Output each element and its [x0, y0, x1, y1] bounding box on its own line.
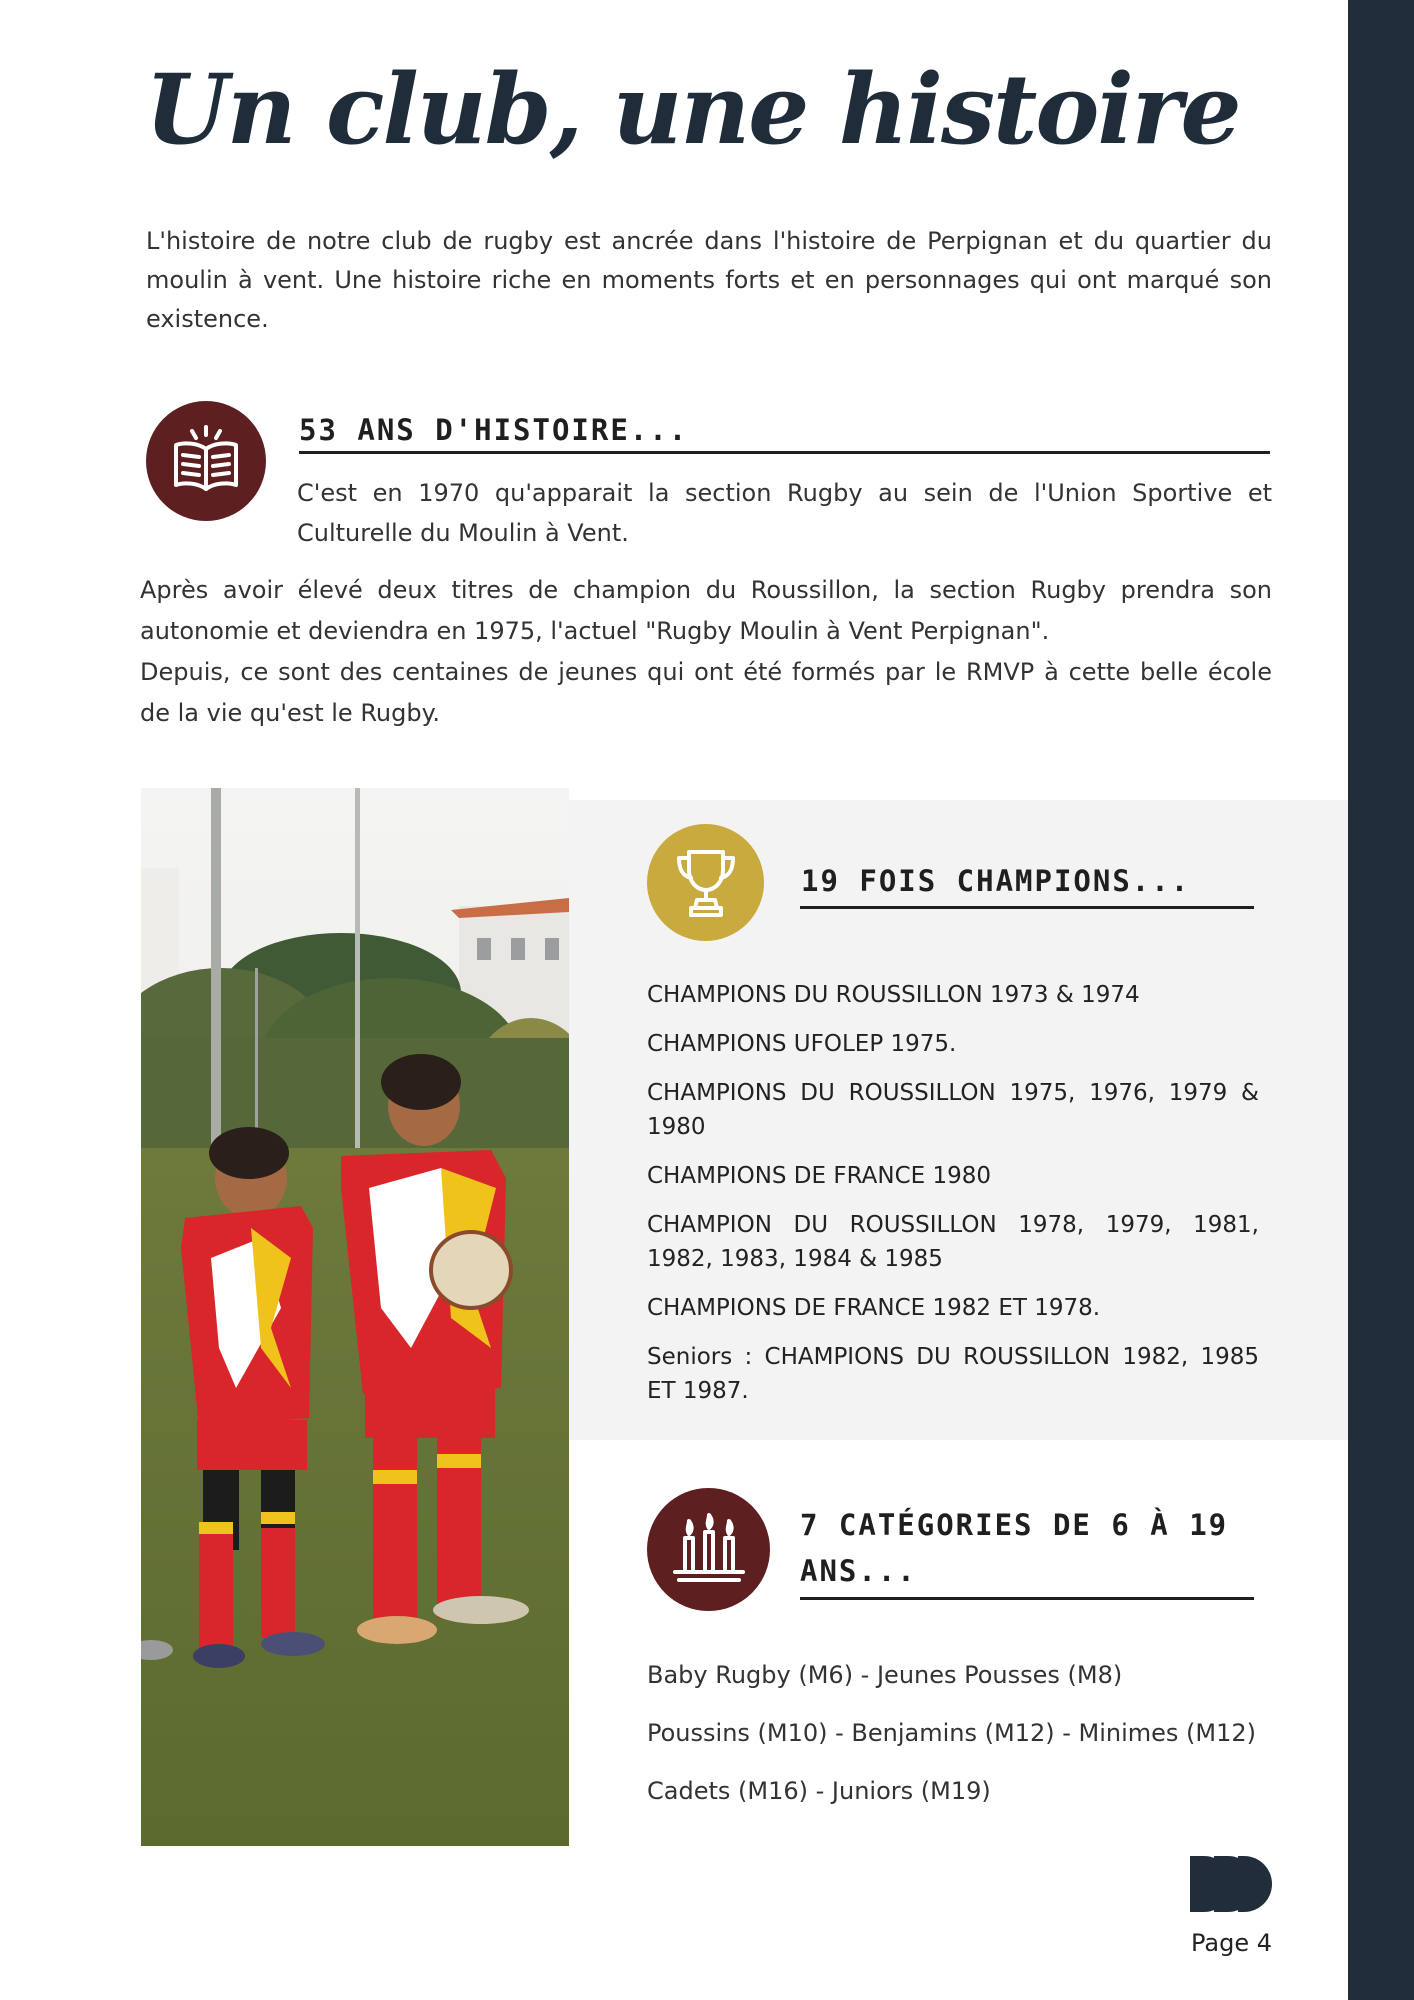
history-heading-underline [299, 451, 1270, 454]
categories-heading: 7 CATÉGORIES DE 6 À 19 ANS... [800, 1508, 1229, 1588]
trophy-icon [647, 824, 764, 941]
list-item: CHAMPIONS DE FRANCE 1980 [647, 1163, 992, 1189]
champions-heading-underline [800, 906, 1254, 909]
page-title: Un club, une histoire [145, 53, 1240, 166]
category-line: Cadets (M16) - Juniors (M19) [647, 1777, 991, 1805]
page-number: Page 4 [1191, 1929, 1272, 1957]
rugby-players-image [141, 788, 569, 1846]
categories-heading-underline [800, 1597, 1254, 1600]
history-lead-paragraph: C'est en 1970 qu'apparait la section Rugby au sein de l'Union Sportive et Culturelle du Moulin à Vent. [297, 479, 1272, 547]
list-item: CHAMPIONS UFOLEP 1975. [647, 1031, 957, 1057]
list-item: CHAMPIONS DE FRANCE 1982 ET 1978. [647, 1295, 1101, 1321]
champions-heading: 19 FOIS CHAMPIONS... [801, 864, 1191, 898]
history-heading: 53 ANS D'HISTOIRE... [299, 413, 689, 447]
team-photo [141, 788, 569, 1846]
category-line: Baby Rugby (M6) - Jeunes Pousses (M8) [647, 1661, 1123, 1689]
birthday-cake-icon [647, 1488, 770, 1611]
champions-list [647, 978, 1259, 1423]
list-item: CHAMPION DU ROUSSILLON 1978, 1979, 1981, 1982, 1983, 1984 & 1985 [647, 1212, 1259, 1272]
list-item: Seniors : CHAMPIONS DU ROUSSILLON 1982, 1985 ET 1987. [647, 1344, 1259, 1404]
intro-paragraph: L'histoire de notre club de rugby est ancrée dans l'histoire de Perpignan et du quartier du moulin à vent. Une histoire riche en moments forts et en personnages qui ont marqué son existence. [146, 227, 1272, 333]
history-body-paragraph-2: Depuis, ce sont des centaines de jeunes qui ont été formés par le RMVP à cette belle école de la vie qu'est le Rugby. [140, 658, 1272, 727]
history-body-paragraph: Après avoir élevé deux titres de champion du Roussillon, la section Rugby prendra son autonomie et deviendra en 1975, l'actuel "Rugby Moulin à Vent Perpignan". [140, 576, 1272, 645]
category-line: Poussins (M10) - Benjamins (M12) - Minimes (M12) [647, 1719, 1257, 1747]
list-item: CHAMPIONS DU ROUSSILLON 1975, 1976, 1979 & 1980 [647, 1080, 1259, 1140]
next-page-arrows-icon [1188, 1856, 1272, 1912]
list-item: CHAMPIONS DU ROUSSILLON 1973 & 1974 [647, 982, 1140, 1008]
open-book-icon [146, 401, 266, 521]
dark-side-band [1348, 0, 1414, 2000]
